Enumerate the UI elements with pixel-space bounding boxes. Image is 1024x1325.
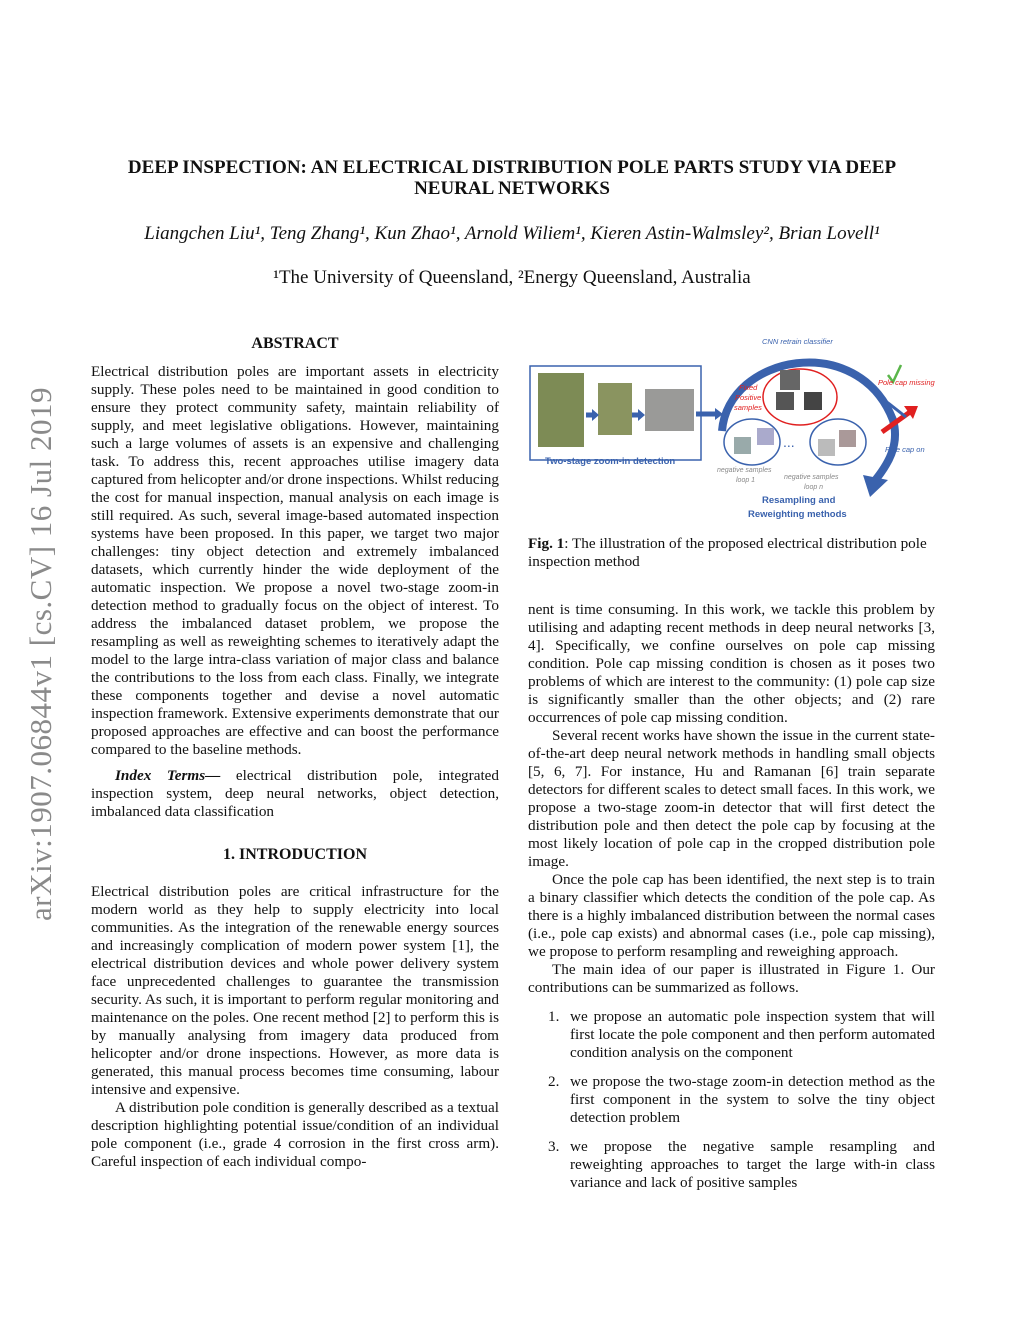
affiliations: ¹The University of Queensland, ²Energy Queensland, Australia (273, 267, 751, 288)
index-terms-text: electrical distribution pole, integrated inspection system, deep neural networks, object detection, imbalanced data classification (91, 767, 500, 820)
pole-cap-missing-label: Pole cap missing (878, 378, 935, 387)
intro-paragraph-5: Once the pole cap has been identified, the next step is to train a binary classifier which detects the condition of the pole cap. As there is a highly imbalanced distribution between the normal cases (i.e., pole cap exists) and abnormal cases (i.e., pole cap missing), we propose to perform resampling and reweighing approach. (528, 871, 935, 960)
resampling-label: Resampling and (762, 495, 836, 506)
list-item (528, 1138, 935, 1192)
reweighting-label: Reweighting methods (748, 509, 847, 520)
neg-loopn-sub: loop n (804, 484, 824, 491)
neg-loop1-sub: loop 1 (736, 477, 756, 484)
cnn-label: CNN retrain classifier (762, 337, 833, 346)
fixed-label: Fixed (739, 383, 758, 392)
right-column (528, 601, 935, 1203)
intro-paragraph-3: nent is time consuming. In this work, we tackle this problem by utilising and adapting recent methods in deep neural networks [3, 4]. Specifically, we confine ourselves on pole cap missing condition. Pole cap missing condition is chosen as it poses two problems of which are interest to the community: (1) pole cap size is significantly smaller than the other objects; and (2) rare occurrences of pole cap missing condition. (528, 601, 935, 726)
index-terms (91, 767, 499, 821)
pole-image-2 (598, 383, 632, 435)
neg-loopn-label: negative samples (784, 474, 839, 481)
arxiv-identifier: arXiv:1907.06844v1 [cs.CV] 16 Jul 2019 (23, 387, 58, 921)
introduction-heading: 1. INTRODUCTION (222, 846, 367, 863)
list-text: we propose the two-stage zoom-in detection method as the first component in the system to solve the tiny object detection problem (570, 1073, 935, 1126)
intro-paragraph-1: Electrical distribution poles are critical infrastructure for the modern world as they help to supply electricity into local communities. As the integration of the renewable energy sources and increasingly complication of modern power system [1], the electrical distribution devices and whole power delivery system face unprecedented challenges to guarantee the transmission security. As such, it is important to perform regular monitoring and maintenance on the poles. One recent method [2] to perform this is by manually analysing from imagery data produced from helicopter and/or drone inspections. However, as more data is generated, this manual process becomes time consuming, labour intensive and expensive. (91, 883, 499, 1098)
samples-label: samples (734, 403, 762, 412)
caption-text: : The illustration of the proposed electrical distribution pole inspection method (528, 535, 927, 570)
contributions-list (528, 1008, 935, 1192)
list-number: 2. (548, 1073, 560, 1090)
authors: Liangchen Liu¹, Teng Zhang¹, Kun Zhao¹, Arnold Wiliem¹, Kieren Astin-Walmsley², Brian Lovell¹ (144, 223, 880, 244)
intro-paragraph-2: A distribution pole condition is generally described as a textual description highlighting potential issue/condition of an individual pole component (i.e., grade 4 corrosion in the first cross arm). Careful inspection of each individual compo- (91, 1099, 499, 1170)
ellipsis: ... (783, 434, 795, 450)
list-item (528, 1008, 935, 1062)
neg-loop1-label: negative samples (717, 467, 772, 474)
figure-1 (528, 335, 938, 525)
positive-label: Positive (735, 393, 762, 402)
two-stage-label: Two-stage zoom-in detection (545, 456, 676, 467)
intro-paragraph-6: The main idea of our paper is illustrated in Figure 1. Our contributions can be summarized as follows. (528, 961, 935, 996)
figure-illustration (528, 335, 938, 525)
pole-image-1 (538, 373, 584, 447)
left-column (91, 335, 499, 1171)
list-item (528, 1073, 935, 1127)
pole-cap-on-label: Pole cap on (885, 445, 925, 454)
intro-paragraph-4: Several recent works have shown the issue in the current state-of-the-art deep neural network methods in handling small objects [5, 6, 7]. For instance, Hu and Ramanan [6] train separate detectors for different scales to detect small faces. In this work, we propose a two-stage zoom-in detector that will first detect the distribution pole and then detect the pole cap by focusing at the most likely location of pole cap in the cropped distribution pole image. (528, 727, 935, 870)
loop-arrow-head (863, 475, 888, 497)
pole-cap-image (645, 389, 694, 431)
paper-title: DEEP INSPECTION: AN ELECTRICAL DISTRIBUTION POLE PARTS STUDY VIA DEEP NEURAL NETWORKS (127, 157, 897, 199)
caption-label: Fig. 1 (528, 535, 565, 552)
abstract-heading: ABSTRACT (251, 335, 339, 352)
figure-caption (528, 535, 935, 571)
abstract-text: Electrical distribution poles are important assets in electricity supply. These poles need to be maintained in good condition to ensure they protect community safety, maintain reliability of supply, and meet legislative obligations. However, maintaining such a large volumes of assets is an expensive and challenging task. To address this, recent approaches utilise imagery data captured from helicopter and/or drone inspections. Whilst reducing the cost for manual inspection, manual analysis on each image is still required. As such, several image-based automated inspection systems have been proposed. In this paper, we target two major challenges: tiny object detection and extremely imbalanced datasets, which currently hinder the wide deployment of the automatic inspection. We propose a novel two-stage zoom-in detection method to gradually focus on the object of interest. To address the imbalanced dataset problem, we propose the resampling as well as reweighting schemes to iteratively adapt the model to the large intra-class variation of major class and balance the contributions to the loss from each class. Finally, we integrate these components together and devise a novel automatic inspection framework. Extensive experiments demonstrate that our proposed approaches are effective and can boost the performance compared to the baseline methods. (91, 363, 499, 758)
list-number: 1. (548, 1008, 560, 1025)
list-number: 3. (548, 1138, 560, 1155)
list-text: we propose the negative sample resampling and reweighting approaches to target the large with-in class variance and lack of positive samples (570, 1138, 935, 1191)
index-terms-label: Index Terms— (115, 767, 221, 784)
list-text: we propose an automatic pole inspection system that will first locate the pole component and then perform automated condition analysis on the component (570, 1008, 935, 1061)
